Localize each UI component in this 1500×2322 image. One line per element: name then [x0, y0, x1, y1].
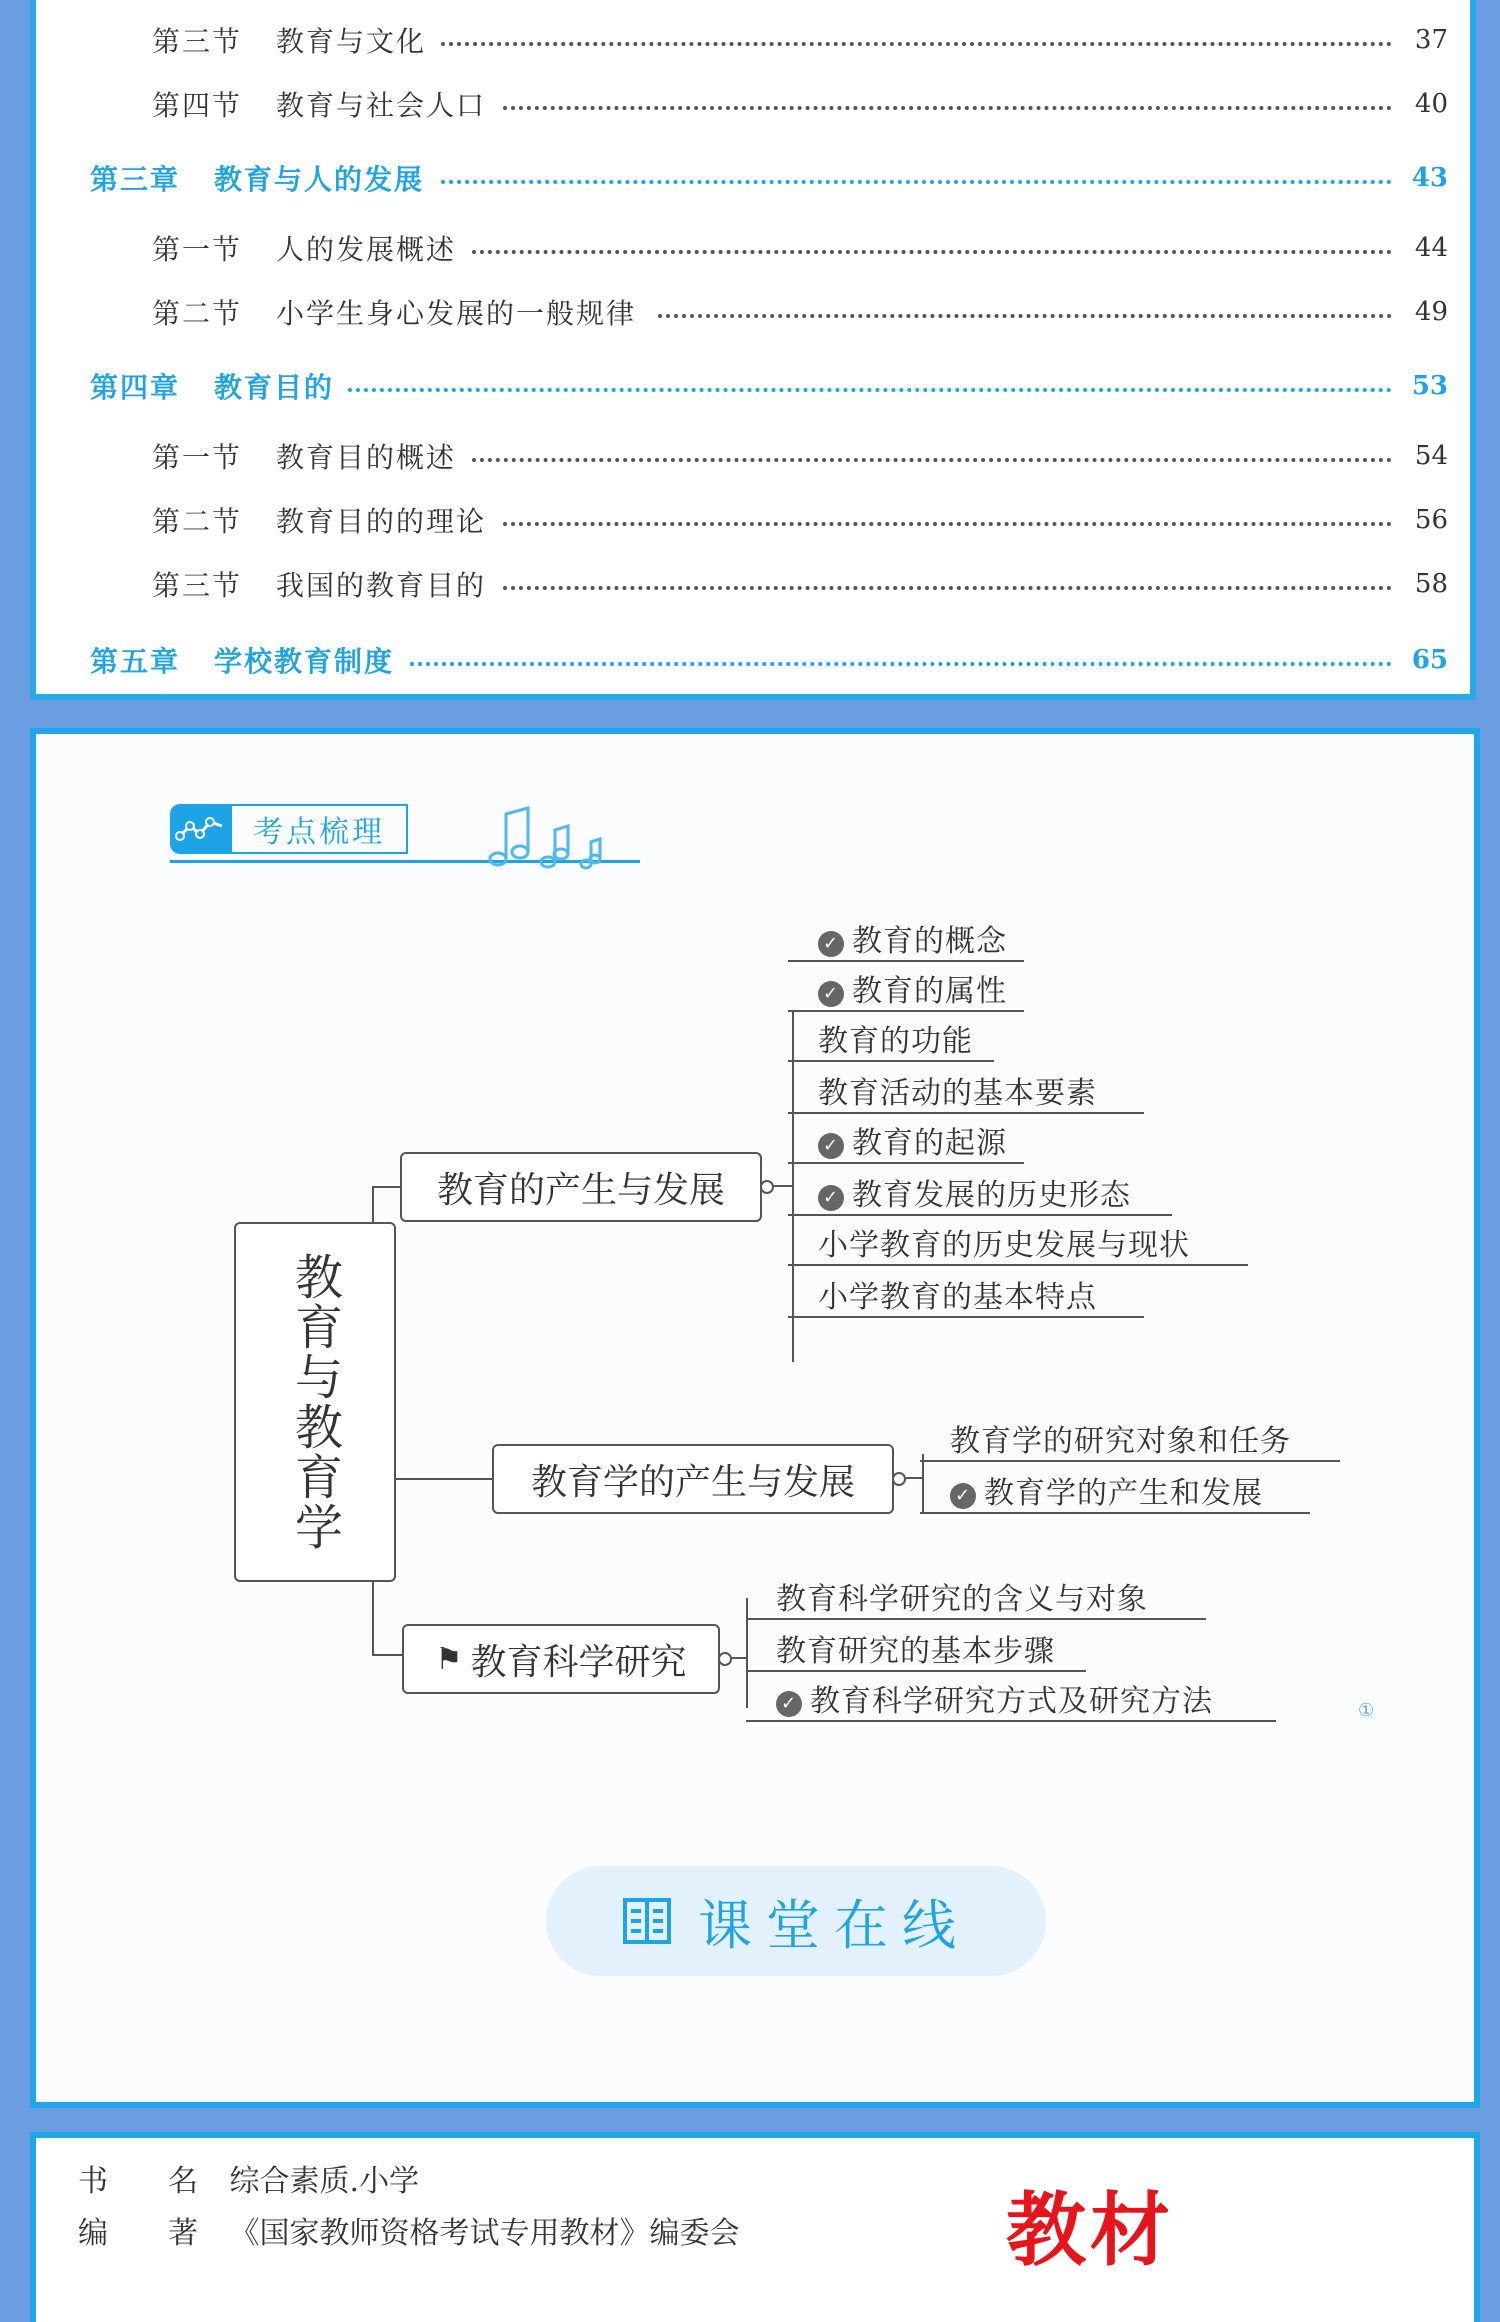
mindmap-leaf — [950, 1416, 1291, 1460]
toc-title: 教育与文化 — [276, 25, 427, 58]
book-name-label: 书 名 — [78, 2164, 198, 2199]
toc-section-row[interactable] — [36, 228, 1470, 268]
mindmap-leaf-label: 小学教育的历史发展与现状 — [818, 1228, 1190, 1263]
textbook-stamp: 教材 — [1006, 2183, 1174, 2277]
toc-number: 第五章 — [90, 645, 181, 678]
trend-icon — [170, 804, 232, 854]
toc-title: 教育与社会人口 — [276, 89, 487, 122]
leaf-underline — [788, 1112, 1144, 1114]
branch-connector-dot — [892, 1472, 906, 1486]
toc-section-row[interactable] — [36, 292, 1470, 332]
leaf-underline — [788, 1264, 1248, 1266]
toc-title: 教育目的的理论 — [276, 505, 487, 538]
connector — [396, 1478, 492, 1480]
section-tag — [170, 794, 470, 874]
toc-leader-dots — [658, 314, 1392, 318]
online-banner[interactable] — [546, 1866, 1046, 1976]
toc-page-number: 54 — [1414, 441, 1448, 471]
toc-title: 教育目的 — [214, 371, 335, 404]
branch-node-education-origin: 教育的产生与发展 — [400, 1152, 762, 1222]
check-circle-icon: ✓ — [818, 931, 844, 957]
toc-leader-dots — [503, 522, 1392, 526]
mindmap-leaf — [776, 1676, 1213, 1720]
mindmap-leaf-label: 教育学的研究对象和任务 — [950, 1424, 1291, 1459]
toc-title: 学校教育制度 — [214, 645, 395, 678]
toc-number: 第三章 — [90, 163, 181, 196]
connector — [774, 1185, 792, 1187]
check-circle-icon: ✓ — [818, 981, 844, 1007]
mindmap-leaf-label: 教育发展的历史形态 — [852, 1178, 1131, 1213]
toc-number: 第三节 — [152, 25, 243, 58]
leaf-underline — [788, 1162, 1024, 1164]
leaf-underline — [788, 1316, 1144, 1318]
connector — [372, 1186, 400, 1188]
mindmap-leaf — [818, 1272, 1097, 1316]
mindmap-leaf — [818, 916, 1007, 960]
section-tag-label: 考点梳理 — [232, 804, 408, 854]
mindmap-leaf — [818, 1220, 1190, 1264]
toc-title: 我国的教育目的 — [276, 569, 487, 602]
toc-number: 第四章 — [90, 371, 181, 404]
toc-page-number: 44 — [1414, 233, 1448, 263]
leaf-underline — [788, 960, 1024, 962]
mindmap-leaf-label: 教育科学研究的含义与对象 — [776, 1582, 1148, 1617]
music-notes-icon — [486, 804, 626, 874]
leaf-underline — [746, 1670, 1086, 1672]
toc-page-number: 43 — [1411, 163, 1448, 193]
leaf-underline — [920, 1460, 1340, 1462]
mindmap-leaf-label: 教育研究的基本步骤 — [776, 1634, 1055, 1669]
mindmap-leaf-label: 教育的功能 — [818, 1024, 973, 1059]
toc-number: 第二节 — [152, 505, 243, 538]
branch-connector-dot — [760, 1180, 774, 1194]
footnote-marker: ① — [1358, 1700, 1376, 1721]
connector — [372, 1186, 374, 1222]
connector — [906, 1477, 922, 1479]
author-label: 编 著 — [78, 2216, 198, 2251]
mindmap-leaf-label: 教育的属性 — [852, 974, 1007, 1009]
toc-leader-dots — [472, 250, 1392, 254]
online-banner-label: 课堂在线 — [698, 1893, 970, 1957]
toc-title: 教育目的概述 — [276, 441, 457, 474]
mindmap-leaf — [818, 1170, 1131, 1214]
mindmap-leaf — [818, 966, 1007, 1010]
author-value: 《国家教师资格考试专用教材》编委会 — [229, 2216, 740, 2251]
toc-leader-dots — [503, 106, 1392, 110]
branch-node-label: 教育科学研究 — [470, 1641, 687, 1683]
toc-title: 人的发展概述 — [276, 233, 457, 266]
leaf-underline — [920, 1512, 1310, 1514]
book-icon — [622, 1897, 672, 1945]
toc-section-row[interactable] — [36, 436, 1470, 476]
mindmap-leaf — [818, 1016, 973, 1060]
mindmap-leaf — [776, 1574, 1148, 1618]
mindmap-leaf-label: 教育科学研究方式及研究方法 — [810, 1684, 1213, 1719]
connector — [372, 1654, 402, 1656]
connector — [792, 1012, 794, 1362]
toc-number: 第二节 — [152, 297, 243, 330]
connector — [372, 1582, 374, 1656]
mindmap-leaf-label: 教育活动的基本要素 — [818, 1076, 1097, 1111]
toc-section-row[interactable] — [36, 564, 1470, 604]
check-circle-icon: ✓ — [818, 1133, 844, 1159]
book-info-panel — [30, 2132, 1480, 2322]
check-circle-icon: ✓ — [776, 1691, 802, 1717]
mindmap-leaf-label: 教育的起源 — [852, 1126, 1007, 1161]
toc-leader-dots — [348, 388, 1392, 392]
leaf-underline — [788, 1060, 994, 1062]
toc-panel — [30, 0, 1476, 700]
toc-page-number: 49 — [1414, 297, 1448, 327]
mindmap-leaf — [950, 1468, 1263, 1512]
check-circle-icon: ✓ — [950, 1483, 976, 1509]
toc-chapter-row[interactable] — [36, 640, 1470, 680]
toc-page-number: 56 — [1414, 505, 1448, 535]
author-row — [78, 2208, 740, 2252]
mindmap-leaf-label: 小学教育的基本特点 — [818, 1280, 1097, 1315]
book-name-value: 综合素质.小学 — [229, 2164, 420, 2199]
toc-page-number: 40 — [1414, 89, 1448, 119]
toc-page-number: 65 — [1411, 645, 1448, 675]
mindmap-leaf-label: 教育学的产生和发展 — [984, 1476, 1263, 1511]
toc-page-number: 53 — [1411, 371, 1448, 401]
connector — [746, 1598, 748, 1708]
toc-section-row[interactable] — [36, 84, 1470, 124]
leaf-underline — [746, 1618, 1206, 1620]
toc-leader-dots — [410, 662, 1392, 666]
toc-leader-dots — [441, 42, 1392, 46]
toc-chapter-row[interactable] — [36, 158, 1470, 198]
toc-page-number: 37 — [1414, 25, 1448, 55]
branch-connector-dot — [718, 1652, 732, 1666]
toc-section-row[interactable] — [36, 500, 1470, 540]
toc-chapter-row[interactable] — [36, 366, 1470, 406]
leaf-underline — [788, 1214, 1172, 1216]
branch-node-pedagogy-origin: 教育学的产生与发展 — [492, 1444, 894, 1514]
root-node: 教育与教育学 — [234, 1222, 396, 1582]
toc-title: 小学生身心发展的一般规律 — [276, 297, 637, 330]
toc-leader-dots — [472, 458, 1392, 462]
check-circle-icon: ✓ — [818, 1185, 844, 1211]
toc-number: 第三节 — [152, 569, 243, 602]
leaf-underline — [788, 1010, 1024, 1012]
mindmap-leaf — [776, 1626, 1055, 1670]
mindmap-leaf-label: 教育的概念 — [852, 924, 1007, 959]
mindmap-leaf — [818, 1118, 1007, 1162]
mindmap-leaf — [818, 1068, 1097, 1112]
branch-node-educational-research — [402, 1624, 720, 1694]
toc-number: 第一节 — [152, 441, 243, 474]
toc-leader-dots — [503, 586, 1392, 590]
mindmap-panel — [30, 728, 1480, 2108]
toc-title: 教育与人的发展 — [214, 163, 425, 196]
connector — [922, 1454, 924, 1514]
toc-number: 第一节 — [152, 233, 243, 266]
book-name-row — [78, 2156, 419, 2200]
flag-icon: ⚑ — [435, 1641, 463, 1677]
toc-leader-dots — [441, 180, 1392, 184]
leaf-underline — [746, 1720, 1276, 1722]
toc-page-number: 58 — [1414, 569, 1448, 599]
toc-number: 第四节 — [152, 89, 243, 122]
connector — [732, 1657, 746, 1659]
toc-section-row[interactable] — [36, 20, 1470, 60]
